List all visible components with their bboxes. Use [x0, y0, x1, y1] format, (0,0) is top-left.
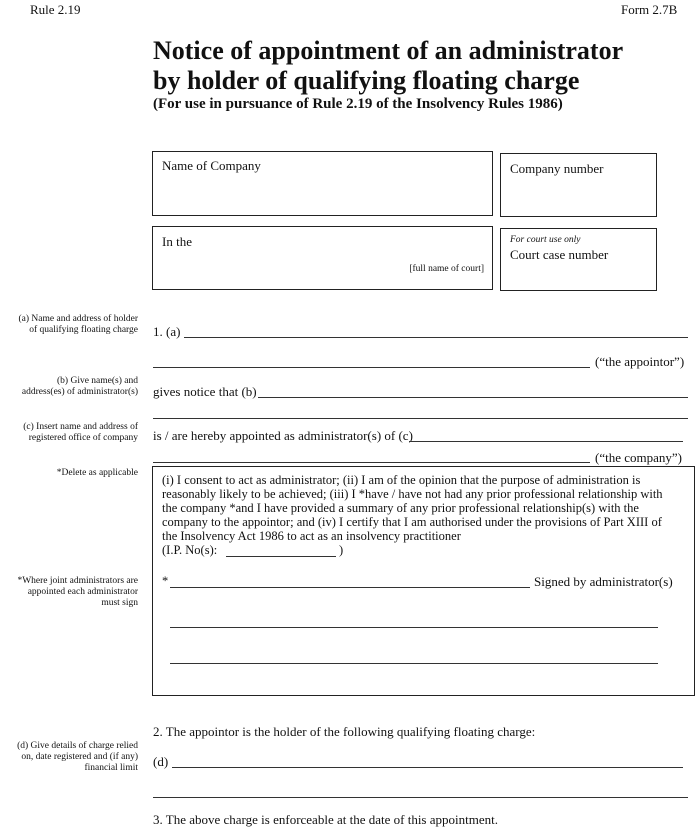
- rule-reference: Rule 2.19: [30, 2, 81, 17]
- signature-line-2[interactable]: [170, 627, 658, 628]
- ip-number-open: (I.P. No(s):: [162, 543, 218, 557]
- side-note-a-line2: of qualifying floating charge: [29, 325, 138, 335]
- side-note-a: [19, 314, 139, 336]
- side-note-d-line3: financial limit: [84, 763, 138, 773]
- side-note-b-line2: address(es) of administrator(s): [21, 387, 138, 397]
- item1-label: 1. (a): [153, 324, 181, 339]
- side-note-c-line2: registered office of company: [28, 433, 138, 443]
- side-note-a-line1: (a) Name and address of holder: [18, 314, 138, 324]
- side-note-joint-line3: must sign: [101, 598, 138, 608]
- charge-details-line-2[interactable]: [153, 797, 688, 798]
- ip-number-line[interactable]: [226, 556, 336, 557]
- item3-label: 3. The above charge is enforceable at the date of this appointment.: [153, 812, 498, 827]
- signature-line-1[interactable]: [170, 587, 530, 588]
- side-note-d: [17, 741, 138, 774]
- form-subtitle: (For use in pursuance of Rule 2.19 of the Insolvency Rules 1986): [153, 96, 563, 112]
- signed-by-label: Signed by administrator(s): [534, 574, 673, 589]
- form-title-line2: by holder of qualifying floating charge: [153, 66, 580, 95]
- administrator-name-line[interactable]: [258, 397, 688, 398]
- court-in-label: In the: [162, 234, 192, 249]
- the-company-label: (“the company”): [595, 450, 682, 465]
- company-number-label: Company number: [510, 161, 604, 176]
- side-note-joint-line1: *Where joint administrators are: [17, 576, 138, 586]
- hereby-appointed-label: is / are hereby appointed as administrator(s) of (c): [153, 428, 413, 443]
- d-label: (d): [153, 754, 169, 769]
- form-number: Form 2.7B: [621, 2, 678, 17]
- gives-notice-label: gives notice that (b): [153, 384, 257, 399]
- side-note-b: [22, 376, 138, 398]
- consent-line-5: the Insolvency Act 1986 to act as an insolvency practitioner: [162, 529, 461, 543]
- company-name-box[interactable]: [152, 151, 493, 216]
- ip-number-close: ): [339, 543, 344, 557]
- side-note-delete: *Delete as applicable: [56, 468, 138, 478]
- consent-line-4: company to the appointor; and (iv) I certify that I am authorised under the provisions of Part XIII of: [162, 515, 662, 529]
- appointor-name-line[interactable]: [184, 337, 688, 338]
- side-note-joint-line2: appointed each administrator: [27, 587, 138, 597]
- company-office-line[interactable]: [153, 462, 590, 463]
- side-note-joint: [17, 576, 138, 609]
- consent-line-2: reasonably likely to be achieved; (iii) I *have / have not had any prior professional relationship with: [162, 487, 663, 501]
- company-name-line[interactable]: [409, 441, 683, 442]
- court-use-only-label: For court use only: [510, 235, 581, 245]
- side-note-c: [23, 422, 138, 444]
- consent-box: [152, 466, 695, 696]
- company-name-label: Name of Company: [162, 158, 261, 173]
- consent-line-1: (i) I consent to act as administrator; (ii) I am of the opinion that the purpose of administration is: [162, 473, 641, 487]
- consent-line-3: the company *and I have provided a summary of any prior professional relationship(s) with the: [162, 501, 639, 515]
- form-title-line1: Notice of appointment of an administrator: [153, 36, 624, 65]
- signature-asterisk: *: [162, 574, 169, 588]
- charge-details-line-1[interactable]: [172, 767, 683, 768]
- company-number-box[interactable]: [500, 153, 657, 217]
- full-name-court-hint: [full name of court]: [409, 264, 484, 274]
- side-note-d-line2: on, date registered and (if any): [21, 752, 138, 762]
- side-note-d-line1: (d) Give details of charge relied: [17, 741, 138, 751]
- court-case-box[interactable]: [500, 228, 657, 291]
- court-case-number-label: Court case number: [510, 247, 609, 262]
- court-name-box[interactable]: [152, 226, 493, 290]
- side-note-c-line1: (c) Insert name and address of: [23, 422, 138, 432]
- appointor-address-line[interactable]: [153, 367, 590, 368]
- signature-line-3[interactable]: [170, 663, 658, 664]
- item2-label: 2. The appointor is the holder of the following qualifying floating charge:: [153, 724, 536, 739]
- administrator-address-line[interactable]: [153, 418, 688, 419]
- the-appointor-label: (“the appointor”): [595, 354, 685, 369]
- side-note-b-line1: (b) Give name(s) and: [57, 376, 138, 386]
